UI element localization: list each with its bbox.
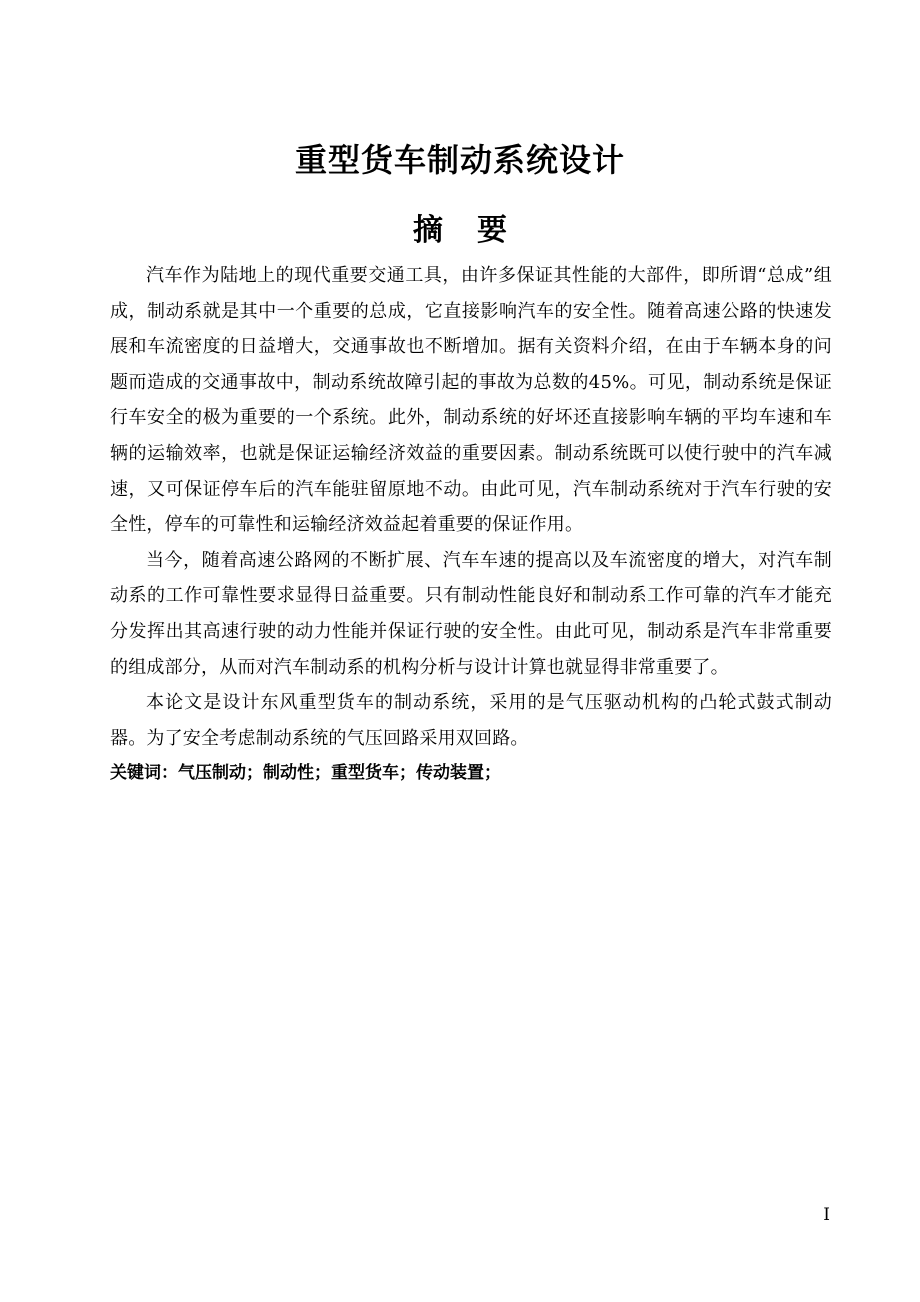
- document-title: 重型货车制动系统设计: [294, 141, 625, 179]
- abstract-heading: [0, 208, 920, 254]
- keywords-line: 关键词：气压制动；制动性；重型货车；传动装置；: [110, 763, 501, 784]
- page-number: I: [823, 1205, 830, 1225]
- abstract-body: [110, 258, 832, 790]
- abstract-heading-char-2: 要: [477, 213, 507, 248]
- abstract-paragraph-1: 汽车作为陆地上的现代重要交通工具，由许多保证其性能的大部件，即所谓“总成”组成，制动系就是其中一个重要的总成，它直接影响汽车的安全性。随着高速公路的快速发展和车流密度的日益增大，交通事故也不断增加。据有关资料介绍，在由于车辆本身的问题而造成的交通事故中，制动系统故障引起的事故为总数的45%。可见，制动系统是保证行车安全的极为重要的一个系统。此外，制动系统的好坏还直接影响车辆的平均车速和车辆的运输效率，也就是保证运输经济效益的重要因素。制动系统既可以使行驶中的汽车减速，又可保证停车后的汽车能驻留原地不动。由此可见，汽车制动系统对于汽车行驶的安全性，停车的可靠性和运输经济效益起着重要的保证作用。: [110, 265, 832, 536]
- abstract-paragraph-2: 当今，随着高速公路网的不断扩展、汽车车速的提高以及车流密度的增大，对汽车制动系的工作可靠性要求显得日益重要。只有制动性能良好和制动系工作可靠的汽车才能充分发挥出其高速行驶的动力性能并保证行驶的安全性。由此可见，制动系是汽车非常重要的组成部分，从而对汽车制动系的机构分析与设计计算也就显得非常重要了。: [110, 549, 832, 678]
- abstract-paragraph-3: 本论文是设计东风重型货车的制动系统，采用的是气压驱动机构的凸轮式鼓式制动器。为了安全考虑制动系统的气压回路采用双回路。: [110, 692, 832, 749]
- abstract-heading-char-1: 摘: [413, 213, 443, 248]
